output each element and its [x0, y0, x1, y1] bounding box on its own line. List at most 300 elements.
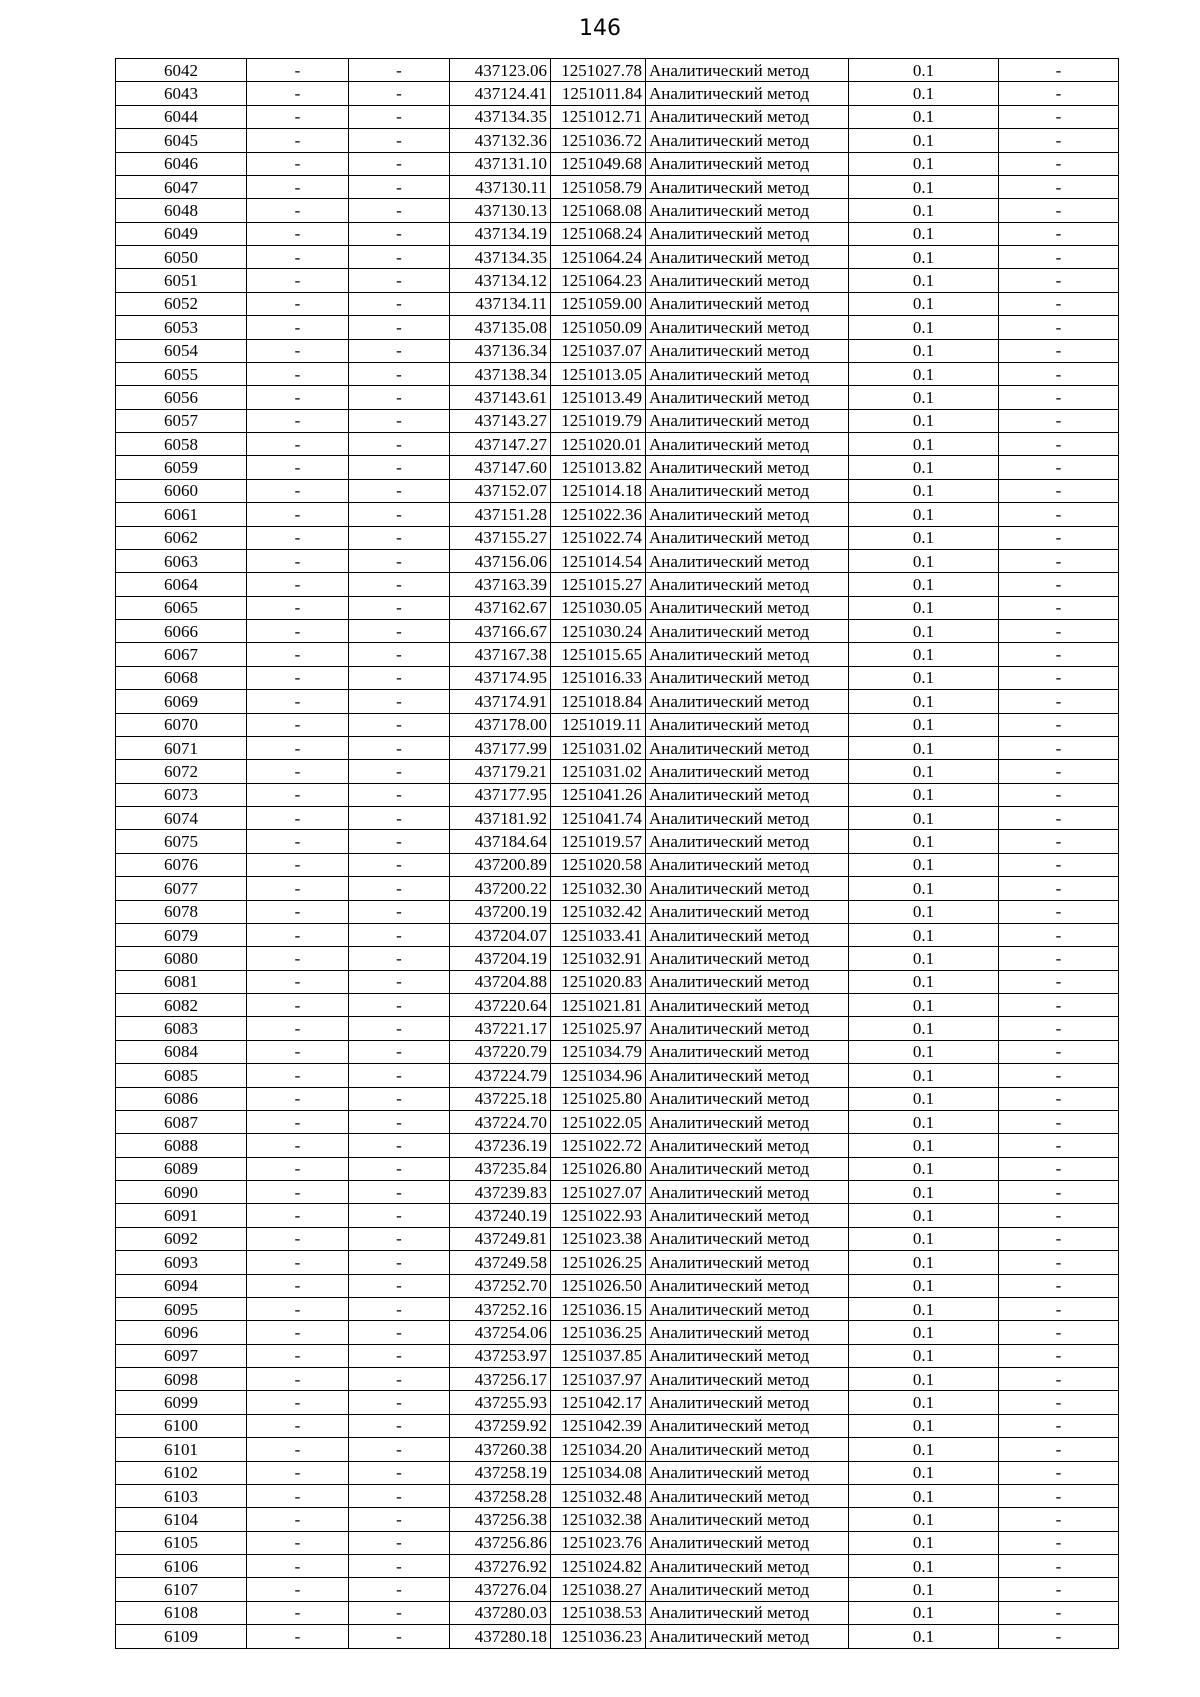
dash-cell-2: -	[349, 853, 450, 876]
point-number-cell: 6077	[116, 877, 247, 900]
table-row	[116, 1484, 1119, 1507]
x-coordinate-cell: 437174.91	[450, 690, 551, 713]
table-row	[116, 1508, 1119, 1531]
point-number-cell: 6074	[116, 807, 247, 830]
accuracy-cell: 0.1	[849, 713, 999, 736]
dash-cell-3: -	[999, 783, 1119, 806]
x-coordinate-cell: 437134.35	[450, 246, 551, 269]
accuracy-cell: 0.1	[849, 339, 999, 362]
method-cell: Аналитический метод	[646, 1414, 849, 1437]
y-coordinate-cell: 1251034.08	[551, 1461, 646, 1484]
method-cell: Аналитический метод	[646, 1344, 849, 1367]
dash-cell-3: -	[999, 643, 1119, 666]
dash-cell-1: -	[247, 970, 349, 993]
dash-cell-1: -	[247, 1204, 349, 1227]
y-coordinate-cell: 1251027.78	[551, 59, 646, 82]
dash-cell-1: -	[247, 1578, 349, 1601]
accuracy-cell: 0.1	[849, 1438, 999, 1461]
accuracy-cell: 0.1	[849, 923, 999, 946]
point-number-cell: 6050	[116, 246, 247, 269]
dash-cell-2: -	[349, 736, 450, 759]
x-coordinate-cell: 437163.39	[450, 573, 551, 596]
accuracy-cell: 0.1	[849, 1414, 999, 1437]
method-cell: Аналитический метод	[646, 900, 849, 923]
table-row	[116, 760, 1119, 783]
dash-cell-3: -	[999, 830, 1119, 853]
method-cell: Аналитический метод	[646, 175, 849, 198]
dash-cell-2: -	[349, 573, 450, 596]
table-row	[116, 479, 1119, 502]
accuracy-cell: 0.1	[849, 362, 999, 385]
table-row	[116, 292, 1119, 315]
y-coordinate-cell: 1251014.18	[551, 479, 646, 502]
point-number-cell: 6071	[116, 736, 247, 759]
accuracy-cell: 0.1	[849, 246, 999, 269]
method-cell: Аналитический метод	[646, 409, 849, 432]
point-number-cell: 6068	[116, 666, 247, 689]
dash-cell-1: -	[247, 923, 349, 946]
dash-cell-2: -	[349, 152, 450, 175]
dash-cell-3: -	[999, 877, 1119, 900]
y-coordinate-cell: 1251059.00	[551, 292, 646, 315]
method-cell: Аналитический метод	[646, 59, 849, 82]
dash-cell-1: -	[247, 82, 349, 105]
dash-cell-3: -	[999, 1087, 1119, 1110]
point-number-cell: 6063	[116, 549, 247, 572]
point-number-cell: 6093	[116, 1251, 247, 1274]
accuracy-cell: 0.1	[849, 900, 999, 923]
x-coordinate-cell: 437184.64	[450, 830, 551, 853]
dash-cell-1: -	[247, 503, 349, 526]
accuracy-cell: 0.1	[849, 222, 999, 245]
point-number-cell: 6104	[116, 1508, 247, 1531]
dash-cell-1: -	[247, 316, 349, 339]
y-coordinate-cell: 1251022.36	[551, 503, 646, 526]
dash-cell-2: -	[349, 830, 450, 853]
dash-cell-3: -	[999, 1578, 1119, 1601]
dash-cell-3: -	[999, 596, 1119, 619]
dash-cell-1: -	[247, 456, 349, 479]
y-coordinate-cell: 1251064.24	[551, 246, 646, 269]
method-cell: Аналитический метод	[646, 1181, 849, 1204]
y-coordinate-cell: 1251025.97	[551, 1017, 646, 1040]
x-coordinate-cell: 437254.06	[450, 1321, 551, 1344]
point-number-cell: 6075	[116, 830, 247, 853]
dash-cell-3: -	[999, 760, 1119, 783]
dash-cell-1: -	[247, 1368, 349, 1391]
dash-cell-1: -	[247, 596, 349, 619]
x-coordinate-cell: 437252.70	[450, 1274, 551, 1297]
dash-cell-3: -	[999, 386, 1119, 409]
table-row	[116, 1087, 1119, 1110]
x-coordinate-cell: 437156.06	[450, 549, 551, 572]
dash-cell-1: -	[247, 994, 349, 1017]
x-coordinate-cell: 437235.84	[450, 1157, 551, 1180]
x-coordinate-cell: 437256.17	[450, 1368, 551, 1391]
accuracy-cell: 0.1	[849, 830, 999, 853]
table-row	[116, 1274, 1119, 1297]
point-number-cell: 6089	[116, 1157, 247, 1180]
accuracy-cell: 0.1	[849, 1017, 999, 1040]
x-coordinate-cell: 437138.34	[450, 362, 551, 385]
x-coordinate-cell: 437136.34	[450, 339, 551, 362]
dash-cell-2: -	[349, 59, 450, 82]
accuracy-cell: 0.1	[849, 1625, 999, 1648]
table-row	[116, 923, 1119, 946]
coordinates-table	[115, 58, 1119, 1649]
x-coordinate-cell: 437204.07	[450, 923, 551, 946]
table-row	[116, 456, 1119, 479]
y-coordinate-cell: 1251013.49	[551, 386, 646, 409]
dash-cell-2: -	[349, 269, 450, 292]
dash-cell-2: -	[349, 1414, 450, 1437]
dash-cell-3: -	[999, 1625, 1119, 1648]
table-row	[116, 877, 1119, 900]
y-coordinate-cell: 1251064.23	[551, 269, 646, 292]
dash-cell-3: -	[999, 1181, 1119, 1204]
dash-cell-1: -	[247, 1414, 349, 1437]
dash-cell-1: -	[247, 900, 349, 923]
dash-cell-3: -	[999, 573, 1119, 596]
dash-cell-2: -	[349, 409, 450, 432]
point-number-cell: 6043	[116, 82, 247, 105]
dash-cell-3: -	[999, 269, 1119, 292]
point-number-cell: 6082	[116, 994, 247, 1017]
point-number-cell: 6058	[116, 433, 247, 456]
accuracy-cell: 0.1	[849, 1461, 999, 1484]
x-coordinate-cell: 437249.58	[450, 1251, 551, 1274]
dash-cell-1: -	[247, 409, 349, 432]
dash-cell-1: -	[247, 129, 349, 152]
dash-cell-3: -	[999, 549, 1119, 572]
table-row	[116, 900, 1119, 923]
accuracy-cell: 0.1	[849, 1227, 999, 1250]
page-number: 146	[579, 16, 621, 41]
point-number-cell: 6047	[116, 175, 247, 198]
accuracy-cell: 0.1	[849, 853, 999, 876]
y-coordinate-cell: 1251019.11	[551, 713, 646, 736]
method-cell: Аналитический метод	[646, 246, 849, 269]
x-coordinate-cell: 437236.19	[450, 1134, 551, 1157]
x-coordinate-cell: 437178.00	[450, 713, 551, 736]
dash-cell-1: -	[247, 199, 349, 222]
method-cell: Аналитический метод	[646, 1601, 849, 1624]
y-coordinate-cell: 1251021.81	[551, 994, 646, 1017]
table-row	[116, 643, 1119, 666]
x-coordinate-cell: 437220.64	[450, 994, 551, 1017]
method-cell: Аналитический метод	[646, 105, 849, 128]
dash-cell-3: -	[999, 1508, 1119, 1531]
dash-cell-3: -	[999, 1040, 1119, 1063]
dash-cell-3: -	[999, 1461, 1119, 1484]
dash-cell-2: -	[349, 760, 450, 783]
y-coordinate-cell: 1251020.01	[551, 433, 646, 456]
dash-cell-2: -	[349, 1227, 450, 1250]
point-number-cell: 6103	[116, 1484, 247, 1507]
method-cell: Аналитический метод	[646, 1087, 849, 1110]
dash-cell-2: -	[349, 1368, 450, 1391]
x-coordinate-cell: 437200.19	[450, 900, 551, 923]
x-coordinate-cell: 437134.35	[450, 105, 551, 128]
y-coordinate-cell: 1251024.82	[551, 1555, 646, 1578]
point-number-cell: 6059	[116, 456, 247, 479]
point-number-cell: 6042	[116, 59, 247, 82]
y-coordinate-cell: 1251041.74	[551, 807, 646, 830]
point-number-cell: 6044	[116, 105, 247, 128]
point-number-cell: 6081	[116, 970, 247, 993]
method-cell: Аналитический метод	[646, 1064, 849, 1087]
dash-cell-2: -	[349, 1555, 450, 1578]
accuracy-cell: 0.1	[849, 386, 999, 409]
dash-cell-3: -	[999, 1368, 1119, 1391]
table-row	[116, 246, 1119, 269]
x-coordinate-cell: 437124.41	[450, 82, 551, 105]
table-row	[116, 994, 1119, 1017]
point-number-cell: 6062	[116, 526, 247, 549]
table-row	[116, 1601, 1119, 1624]
method-cell: Аналитический метод	[646, 1297, 849, 1320]
accuracy-cell: 0.1	[849, 1555, 999, 1578]
dash-cell-3: -	[999, 316, 1119, 339]
dash-cell-2: -	[349, 1040, 450, 1063]
dash-cell-2: -	[349, 433, 450, 456]
dash-cell-1: -	[247, 1227, 349, 1250]
point-number-cell: 6069	[116, 690, 247, 713]
point-number-cell: 6094	[116, 1274, 247, 1297]
dash-cell-3: -	[999, 82, 1119, 105]
dash-cell-3: -	[999, 690, 1119, 713]
table-row	[116, 105, 1119, 128]
y-coordinate-cell: 1251019.57	[551, 830, 646, 853]
method-cell: Аналитический метод	[646, 970, 849, 993]
x-coordinate-cell: 437147.60	[450, 456, 551, 479]
dash-cell-2: -	[349, 1625, 450, 1648]
table-row	[116, 1555, 1119, 1578]
dash-cell-1: -	[247, 152, 349, 175]
x-coordinate-cell: 437204.19	[450, 947, 551, 970]
dash-cell-2: -	[349, 175, 450, 198]
dash-cell-2: -	[349, 1110, 450, 1133]
method-cell: Аналитический метод	[646, 1017, 849, 1040]
dash-cell-3: -	[999, 970, 1119, 993]
dash-cell-2: -	[349, 783, 450, 806]
y-coordinate-cell: 1251031.02	[551, 736, 646, 759]
dash-cell-2: -	[349, 1204, 450, 1227]
x-coordinate-cell: 437204.88	[450, 970, 551, 993]
table-row	[116, 503, 1119, 526]
table-row	[116, 736, 1119, 759]
dash-cell-2: -	[349, 947, 450, 970]
dash-cell-2: -	[349, 1531, 450, 1554]
x-coordinate-cell: 437152.07	[450, 479, 551, 502]
table-row	[116, 526, 1119, 549]
table-row	[116, 1181, 1119, 1204]
point-number-cell: 6049	[116, 222, 247, 245]
x-coordinate-cell: 437240.19	[450, 1204, 551, 1227]
method-cell: Аналитический метод	[646, 1625, 849, 1648]
y-coordinate-cell: 1251068.24	[551, 222, 646, 245]
method-cell: Аналитический метод	[646, 1274, 849, 1297]
table-row	[116, 596, 1119, 619]
method-cell: Аналитический метод	[646, 1438, 849, 1461]
x-coordinate-cell: 437252.16	[450, 1297, 551, 1320]
accuracy-cell: 0.1	[849, 1321, 999, 1344]
dash-cell-2: -	[349, 456, 450, 479]
method-cell: Аналитический метод	[646, 1134, 849, 1157]
dash-cell-2: -	[349, 1087, 450, 1110]
dash-cell-3: -	[999, 994, 1119, 1017]
y-coordinate-cell: 1251042.17	[551, 1391, 646, 1414]
method-cell: Аналитический метод	[646, 549, 849, 572]
method-cell: Аналитический метод	[646, 783, 849, 806]
accuracy-cell: 0.1	[849, 175, 999, 198]
accuracy-cell: 0.1	[849, 994, 999, 1017]
dash-cell-3: -	[999, 433, 1119, 456]
dash-cell-2: -	[349, 82, 450, 105]
method-cell: Аналитический метод	[646, 620, 849, 643]
dash-cell-2: -	[349, 923, 450, 946]
table-row	[116, 666, 1119, 689]
y-coordinate-cell: 1251036.72	[551, 129, 646, 152]
table-row	[116, 713, 1119, 736]
point-number-cell: 6105	[116, 1531, 247, 1554]
y-coordinate-cell: 1251034.79	[551, 1040, 646, 1063]
table-row	[116, 1625, 1119, 1648]
accuracy-cell: 0.1	[849, 433, 999, 456]
x-coordinate-cell: 437134.19	[450, 222, 551, 245]
accuracy-cell: 0.1	[849, 1297, 999, 1320]
table-row	[116, 409, 1119, 432]
point-number-cell: 6096	[116, 1321, 247, 1344]
method-cell: Аналитический метод	[646, 760, 849, 783]
x-coordinate-cell: 437256.86	[450, 1531, 551, 1554]
method-cell: Аналитический метод	[646, 479, 849, 502]
method-cell: Аналитический метод	[646, 1157, 849, 1180]
y-coordinate-cell: 1251026.25	[551, 1251, 646, 1274]
dash-cell-2: -	[349, 1321, 450, 1344]
x-coordinate-cell: 437167.38	[450, 643, 551, 666]
table-row	[116, 386, 1119, 409]
table-row	[116, 1251, 1119, 1274]
y-coordinate-cell: 1251033.41	[551, 923, 646, 946]
method-cell: Аналитический метод	[646, 1531, 849, 1554]
table-row	[116, 269, 1119, 292]
dash-cell-1: -	[247, 713, 349, 736]
accuracy-cell: 0.1	[849, 199, 999, 222]
point-number-cell: 6090	[116, 1181, 247, 1204]
accuracy-cell: 0.1	[849, 1251, 999, 1274]
method-cell: Аналитический метод	[646, 713, 849, 736]
dash-cell-1: -	[247, 853, 349, 876]
point-number-cell: 6098	[116, 1368, 247, 1391]
y-coordinate-cell: 1251030.24	[551, 620, 646, 643]
accuracy-cell: 0.1	[849, 1181, 999, 1204]
table-row	[116, 620, 1119, 643]
point-number-cell: 6073	[116, 783, 247, 806]
y-coordinate-cell: 1251020.83	[551, 970, 646, 993]
dash-cell-2: -	[349, 105, 450, 128]
dash-cell-2: -	[349, 1578, 450, 1601]
table-row	[116, 1368, 1119, 1391]
dash-cell-2: -	[349, 690, 450, 713]
point-number-cell: 6052	[116, 292, 247, 315]
dash-cell-1: -	[247, 1297, 349, 1320]
x-coordinate-cell: 437249.81	[450, 1227, 551, 1250]
table-row	[116, 549, 1119, 572]
dash-cell-3: -	[999, 853, 1119, 876]
table-row	[116, 129, 1119, 152]
point-number-cell: 6108	[116, 1601, 247, 1624]
dash-cell-1: -	[247, 1251, 349, 1274]
point-number-cell: 6086	[116, 1087, 247, 1110]
table-row	[116, 59, 1119, 82]
dash-cell-3: -	[999, 1227, 1119, 1250]
x-coordinate-cell: 437131.10	[450, 152, 551, 175]
x-coordinate-cell: 437130.13	[450, 199, 551, 222]
y-coordinate-cell: 1251032.38	[551, 1508, 646, 1531]
accuracy-cell: 0.1	[849, 1601, 999, 1624]
x-coordinate-cell: 437239.83	[450, 1181, 551, 1204]
x-coordinate-cell: 437259.92	[450, 1414, 551, 1437]
table-row	[116, 1157, 1119, 1180]
dash-cell-2: -	[349, 549, 450, 572]
accuracy-cell: 0.1	[849, 59, 999, 82]
x-coordinate-cell: 437200.22	[450, 877, 551, 900]
y-coordinate-cell: 1251013.82	[551, 456, 646, 479]
x-coordinate-cell: 437258.19	[450, 1461, 551, 1484]
dash-cell-3: -	[999, 222, 1119, 245]
accuracy-cell: 0.1	[849, 409, 999, 432]
dash-cell-1: -	[247, 1625, 349, 1648]
x-coordinate-cell: 437256.38	[450, 1508, 551, 1531]
table-row	[116, 573, 1119, 596]
point-number-cell: 6107	[116, 1578, 247, 1601]
dash-cell-1: -	[247, 362, 349, 385]
table-row	[116, 853, 1119, 876]
table-row	[116, 82, 1119, 105]
table-row	[116, 1017, 1119, 1040]
method-cell: Аналитический метод	[646, 222, 849, 245]
dash-cell-3: -	[999, 1157, 1119, 1180]
table-row	[116, 947, 1119, 970]
accuracy-cell: 0.1	[849, 666, 999, 689]
dash-cell-2: -	[349, 362, 450, 385]
table-row	[116, 1461, 1119, 1484]
dash-cell-2: -	[349, 339, 450, 362]
y-coordinate-cell: 1251032.42	[551, 900, 646, 923]
method-cell: Аналитический метод	[646, 292, 849, 315]
method-cell: Аналитический метод	[646, 386, 849, 409]
dash-cell-3: -	[999, 1391, 1119, 1414]
point-number-cell: 6080	[116, 947, 247, 970]
dash-cell-1: -	[247, 246, 349, 269]
x-coordinate-cell: 437143.61	[450, 386, 551, 409]
dash-cell-1: -	[247, 1531, 349, 1554]
point-number-cell: 6109	[116, 1625, 247, 1648]
dash-cell-2: -	[349, 1274, 450, 1297]
dash-cell-3: -	[999, 339, 1119, 362]
accuracy-cell: 0.1	[849, 620, 999, 643]
accuracy-cell: 0.1	[849, 970, 999, 993]
dash-cell-1: -	[247, 1064, 349, 1087]
accuracy-cell: 0.1	[849, 129, 999, 152]
point-number-cell: 6106	[116, 1555, 247, 1578]
x-coordinate-cell: 437276.92	[450, 1555, 551, 1578]
method-cell: Аналитический метод	[646, 666, 849, 689]
dash-cell-1: -	[247, 807, 349, 830]
dash-cell-1: -	[247, 877, 349, 900]
x-coordinate-cell: 437177.95	[450, 783, 551, 806]
